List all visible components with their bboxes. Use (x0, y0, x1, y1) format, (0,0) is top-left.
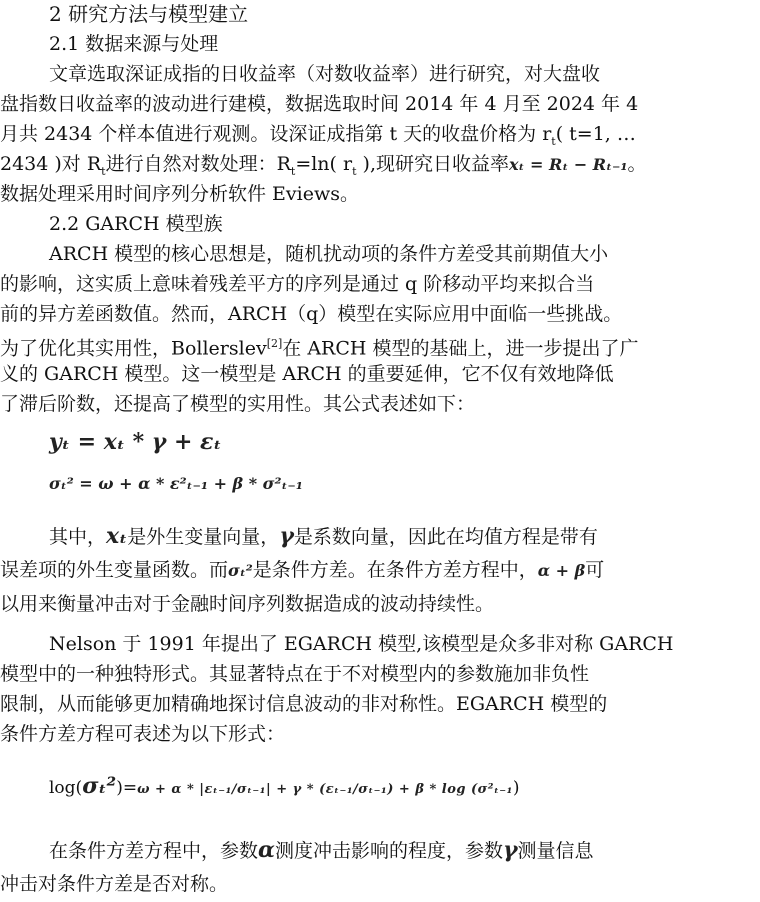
subscript-t: t (551, 134, 556, 148)
para3-line3: 以用来衡量冲击对于金融时间序列数据造成的波动持续性。 (0, 593, 495, 615)
para5-b: 测度冲击影响的程度，参数 (274, 840, 503, 862)
para3-e: 是条件方差。在条件方差方程中， (252, 559, 538, 581)
para3-line2 (0, 556, 760, 585)
para1-line4-a: 2434 )对 R (0, 153, 102, 175)
alpha-symbol: α (258, 837, 275, 863)
para2-line4 (0, 330, 760, 362)
para1-line2: 盘指数日收益率的波动进行建模，数据选取时间 2014 年 4 月至 2024 年 4 (0, 93, 639, 115)
para2-line4-a: 为了优化其实用性，Bollerslev (0, 337, 267, 360)
subscript-t: t (101, 164, 106, 178)
para1-line4-c: =ln( r (295, 153, 353, 175)
para1-line1: 文章选取深证成指的日收益率（对数收益率）进行研究，对大盘收 (49, 63, 601, 85)
para2-line5: 义的 GARCH 模型。这一模型是 ARCH 的重要延伸，它不仅有效地降低 (0, 363, 614, 385)
para5-line2: 冲击对条件方差是否对称。 (0, 873, 229, 895)
egarch-close: ) (512, 778, 520, 798)
sigma-squared-symbol: σₜ² (228, 561, 253, 580)
para1-line3-text: 月共 2434 个样本值进行观测。设深证成指第 t 天的收盘价格为 r (0, 123, 552, 145)
egarch-equals: )= (116, 778, 138, 798)
para3-f: 可 (585, 559, 605, 581)
para4-line1: Nelson 于 1991 年提出了 EGARCH 模型,该模型是众多非对称 GARCH (49, 633, 674, 655)
para1-line3-range: ( t=1, … (555, 123, 636, 145)
subscript-t: t (352, 164, 357, 178)
para1-line4-b: 进行自然对数处理：R (105, 153, 291, 175)
para3-c: 是系数向量，因此在均值方程是带有 (293, 526, 598, 548)
section-heading: 2 研究方法与模型建立 (49, 2, 249, 26)
para5-a: 在条件方差方程中，参数 (49, 840, 259, 862)
para4-line3: 限制，从而能够更加精确地探讨信息波动的非对称性。EGARCH 模型的 (0, 693, 608, 715)
log-return-formula: xₜ = Rₜ − Rₜ₋₁ (509, 155, 628, 174)
alpha-plus-beta-symbol: α + β (537, 561, 586, 580)
citation-marker: [2] (266, 337, 283, 350)
para4-line4: 条件方差方程可表述为以下形式： (0, 723, 286, 745)
para2-line6: 了滞后阶数，还提高了模型的实用性。其公式表述如下： (0, 393, 476, 415)
para2-line1: ARCH 模型的核心思想是，随机扰动项的条件方差受其前期值大小 (49, 243, 609, 265)
para5-c: 测量信息 (517, 840, 594, 862)
subsection-heading-garch: 2.2 GARCH 模型族 (49, 213, 223, 235)
egarch-lhs: σₜ² (82, 773, 117, 799)
para2-line3: 前的异方差函数值。然而，ARCH（q）模型在实际应用中面临一些挑战。 (0, 303, 623, 325)
garch-variance-equation: σₜ² = ω + α * ε²ₜ₋₁ + β * σ²ₜ₋₁ (49, 474, 303, 493)
para3-d: 误差项的外生变量函数。而 (0, 559, 229, 581)
gamma-symbol-2: γ (502, 837, 518, 863)
egarch-log-prefix: log( (49, 778, 83, 798)
garch-mean-equation: yₜ = xₜ * γ + εₜ (49, 429, 222, 455)
para3-b: 是外生变量向量， (127, 526, 280, 548)
para1-line4-d: ),现研究日收益率 (356, 153, 510, 175)
para2-line2: 的影响，这实质上意味着残差平方的序列是通过 q 阶移动平均来拟合当 (0, 273, 595, 295)
para2-line4-b: 在 ARCH 模型的基础上，进一步提出了广 (282, 337, 639, 360)
gamma-symbol: γ (279, 523, 294, 549)
subscript-t: t (290, 164, 296, 178)
para1-line4-end: 。 (627, 153, 647, 175)
para1-line5: 数据处理采用时间序列分析软件 Eviews。 (0, 183, 359, 205)
para3-line1 (0, 522, 760, 551)
egarch-equation (0, 772, 760, 804)
para4-line2: 模型中的一种独特形式。其显著特点在于不对模型内的参数施加非负性 (0, 663, 590, 685)
egarch-rhs: ω + α * |εₜ₋₁/σₜ₋₁| + γ * (εₜ₋₁/σₜ₋₁) + β * log (σ²ₜ₋₁ (137, 782, 513, 797)
subsection-heading-data: 2.1 数据来源与处理 (49, 33, 219, 55)
para5-line1 (0, 836, 760, 865)
para3-a: 其中， (49, 526, 107, 548)
xt-symbol: xₜ (106, 523, 128, 549)
